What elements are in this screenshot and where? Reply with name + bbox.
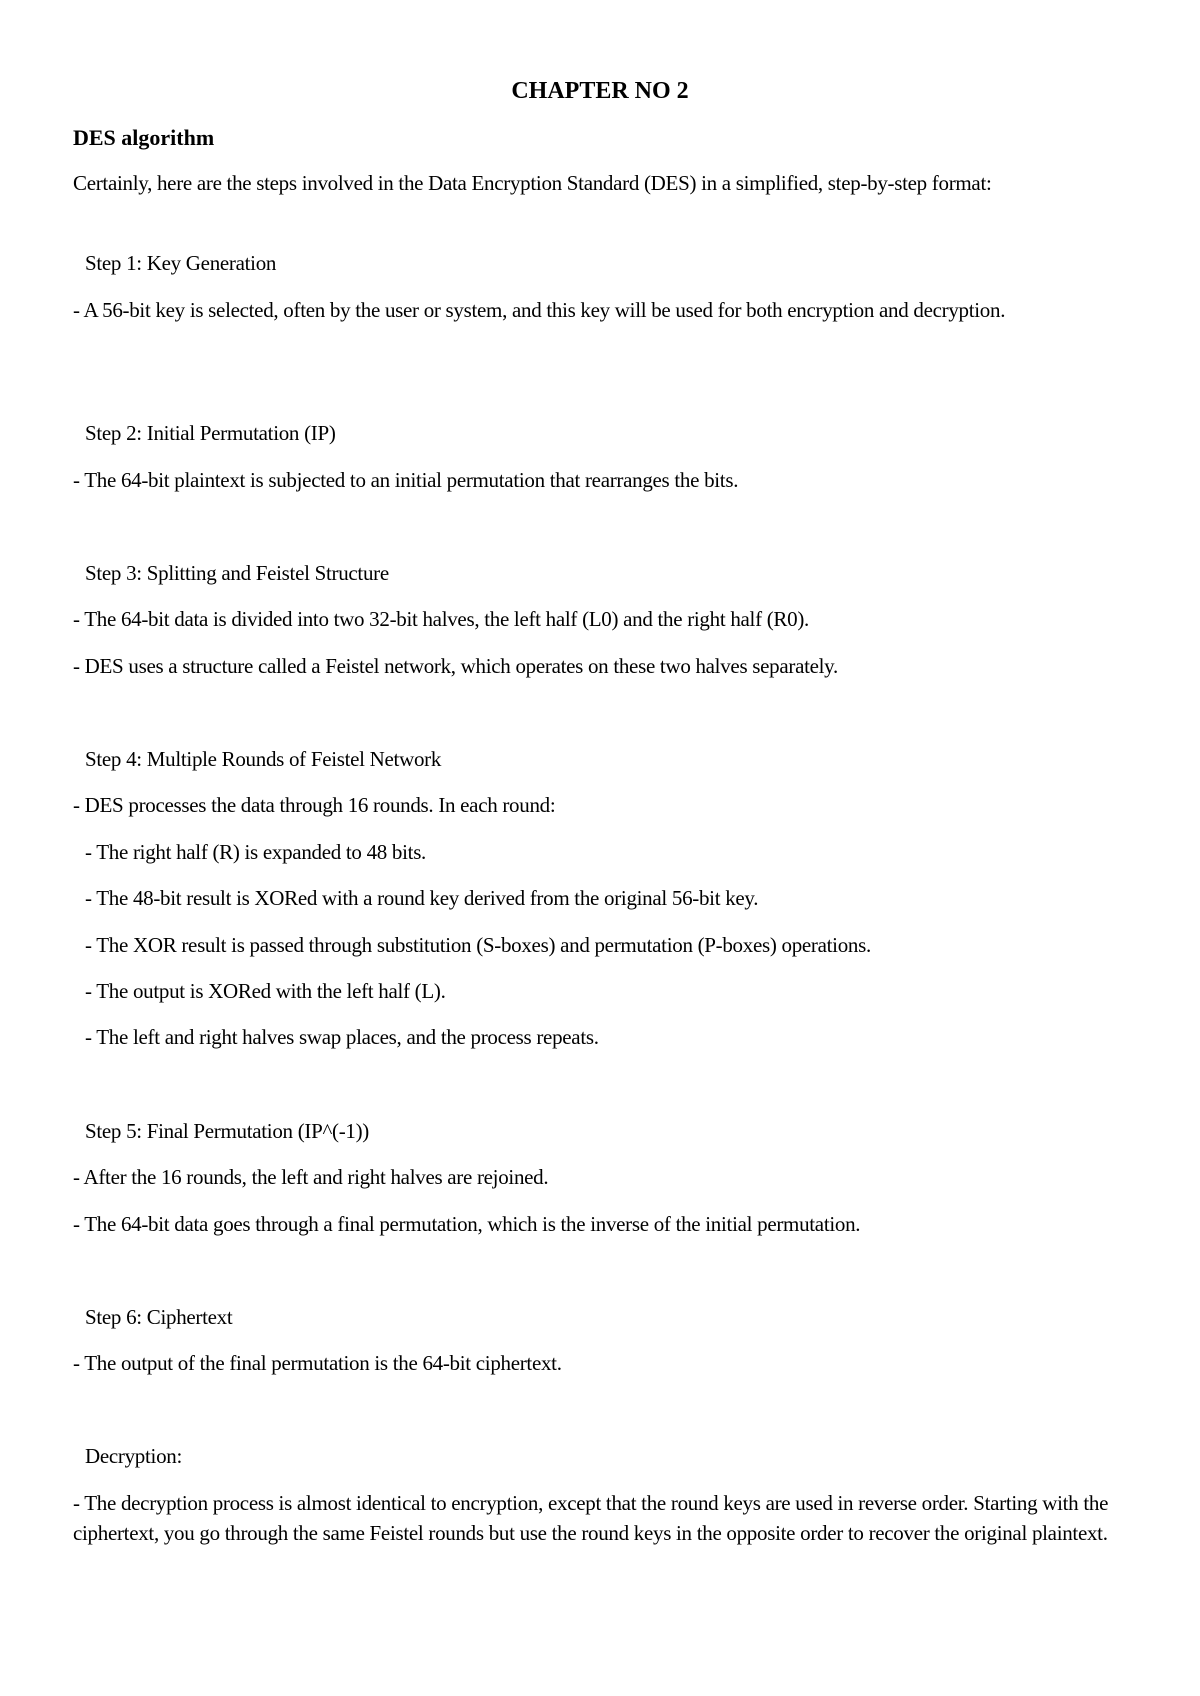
step4-line-2: - The right half (R) is expanded to 48 bits. [85,840,427,864]
decryption-heading: Decryption: [85,1444,183,1468]
step6-line-1: - The output of the final permutation is the 64-bit ciphertext. [73,1351,562,1375]
step2-line-1: - The 64-bit plaintext is subjected to an initial permutation that rearranges the bits. [73,468,739,492]
step5-line-2: - The 64-bit data goes through a final permutation, which is the inverse of the initial permutation. [73,1212,861,1236]
step4-line-4: - The XOR result is passed through substitution (S-boxes) and permutation (P-boxes) operations. [85,933,871,957]
step5-line-1: - After the 16 rounds, the left and right halves are rejoined. [73,1165,549,1189]
step6-heading: Step 6: Ciphertext [85,1305,233,1329]
step4-heading: Step 4: Multiple Rounds of Feistel Network [85,747,442,771]
step4-line-6: - The left and right halves swap places, and the process repeats. [85,1025,599,1049]
chapter-title: CHAPTER NO 2 [511,78,689,104]
step4-line-3: - The 48-bit result is XORed with a round key derived from the original 56-bit key. [85,886,759,910]
step2-heading: Step 2: Initial Permutation (IP) [85,421,336,445]
step3-line-1: - The 64-bit data is divided into two 32-bit halves, the left half (L0) and the right half (R0). [73,607,809,631]
step4-line-1: - DES processes the data through 16 rounds. In each round: [73,793,556,817]
step1-line-1: - A 56-bit key is selected, often by the user or system, and this key will be used for both encryption and decryption. [73,298,1006,322]
step3-heading: Step 3: Splitting and Feistel Structure [85,561,389,585]
step3-line-2: - DES uses a structure called a Feistel network, which operates on these two halves separately. [73,654,838,678]
step1-heading: Step 1: Key Generation [85,251,277,275]
step4-line-5: - The output is XORed with the left half (L). [85,979,446,1003]
step5-heading: Step 5: Final Permutation (IP^(-1)) [85,1119,369,1143]
decryption-line-1: - The decryption process is almost identical to encryption, except that the round keys are used in reverse order. Starting with the ciphertext, you go through the same Feistel rounds but use the round keys in the opposite order to recover the original plaintext. [73,1491,1109,1545]
section-title: DES algorithm [73,125,215,150]
intro-paragraph: Certainly, here are the steps involved in the Data Encryption Standard (DES) in a simplified, step-by-step format: [73,171,992,195]
